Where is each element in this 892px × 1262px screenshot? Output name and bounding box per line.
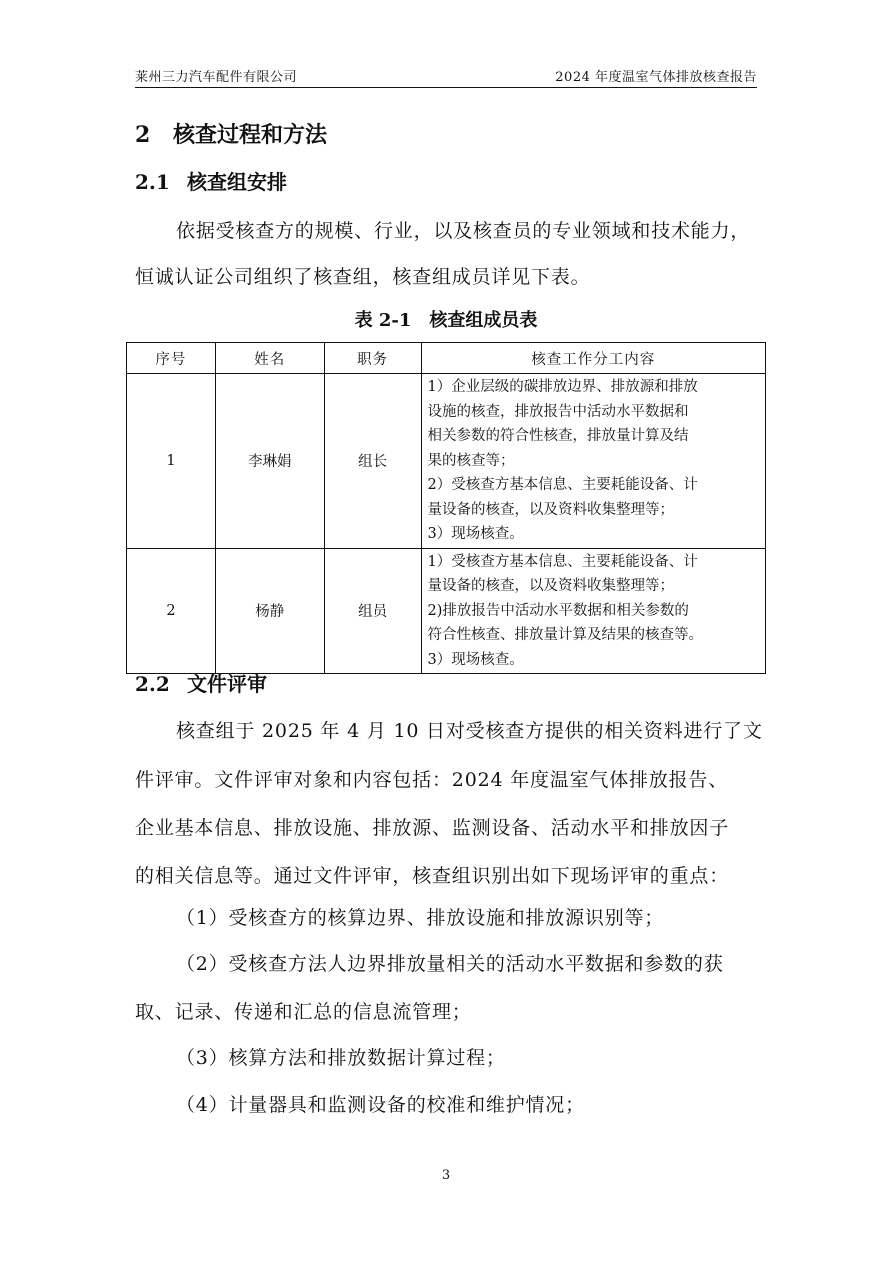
column-header-role: 职务 bbox=[324, 343, 421, 374]
column-header-duties: 核查工作分工内容 bbox=[421, 343, 765, 374]
cell-role: 组员 bbox=[324, 548, 421, 674]
header-divider bbox=[135, 87, 757, 88]
duty-line: 3）现场核查。 bbox=[427, 526, 524, 542]
paragraph-line: 依据受核查方的规模、行业，以及核查员的专业领域和技术能力， bbox=[176, 220, 751, 242]
duty-line: 1）受核查方基本信息、主要耗能设备、计 bbox=[427, 553, 698, 570]
section-title: 核查过程和方法 bbox=[173, 122, 328, 148]
paragraph-line: 核查组于 2025 年 4 月 10 日对受核查方提供的相关资料进行了文 bbox=[176, 720, 763, 742]
header-report-title: 2024 年度温室气体排放核查报告 bbox=[555, 70, 757, 85]
paragraph-line: 件评审。文件评审对象和内容包括：2024 年度温室气体排放报告、 bbox=[135, 769, 728, 791]
duty-line: 相关参数的符合性核查，排放量计算及结 bbox=[427, 428, 689, 444]
table-row bbox=[127, 374, 766, 549]
cell-no: 1 bbox=[127, 374, 216, 549]
duty-line: 设施的核查，排放报告中活动水平数据和 bbox=[427, 403, 689, 420]
section-number: 2 bbox=[135, 122, 151, 148]
cell-name: 杨静 bbox=[215, 548, 324, 674]
list-item: （3）核算方法和排放数据计算过程； bbox=[176, 1047, 506, 1069]
section-title: 文件评审 bbox=[187, 672, 267, 696]
section-2-1-heading bbox=[135, 166, 287, 195]
duty-line: 果的核查等； bbox=[427, 452, 515, 469]
column-header-name: 姓名 bbox=[215, 343, 324, 374]
duty-line: 量设备的核查，以及资料收集整理等； bbox=[427, 578, 675, 594]
duty-line: 3）现场核查。 bbox=[427, 651, 524, 668]
duty-line: 量设备的核查，以及资料收集整理等； bbox=[427, 501, 675, 518]
list-item: （1）受核查方的核算边界、排放设施和排放源识别等； bbox=[176, 907, 665, 929]
paragraph-line: 恒诚认证公司组织了核查组，核查组成员详见下表。 bbox=[135, 266, 591, 288]
page-header bbox=[135, 66, 757, 86]
cell-name: 李琳娟 bbox=[215, 374, 324, 549]
table-row bbox=[127, 548, 766, 674]
cell-duties bbox=[421, 548, 765, 674]
section-number: 2.2 bbox=[135, 672, 170, 696]
header-company: 莱州三力汽车配件有限公司 bbox=[135, 70, 298, 85]
list-item: （2）受核查方法人边界排放量相关的活动水平数据和参数的获 bbox=[176, 953, 724, 975]
section-number: 2.1 bbox=[135, 170, 170, 194]
list-item-continuation: 取、记录、传递和汇总的信息流管理； bbox=[135, 1001, 472, 1023]
duty-line: 2）受核查方基本信息、主要耗能设备、计 bbox=[427, 477, 698, 493]
cell-no: 2 bbox=[127, 548, 216, 674]
table-caption: 表 2-1 核查组成员表 bbox=[354, 310, 538, 331]
cell-duties bbox=[421, 374, 765, 549]
paragraph-line: 的相关信息等。通过文件评审，核查组识别出如下现场评审的重点： bbox=[135, 865, 730, 887]
team-members-table bbox=[126, 342, 766, 674]
section-2-2-heading bbox=[135, 668, 267, 697]
paragraph-line: 企业基本信息、排放设施、排放源、监测设备、活动水平和排放因子 bbox=[135, 817, 730, 839]
section-title: 核查组安排 bbox=[187, 170, 287, 194]
duty-line: 2)排放报告中活动水平数据和相关参数的 bbox=[427, 602, 689, 619]
list-item: （4）计量器具和监测设备的校准和维护情况； bbox=[176, 1094, 585, 1116]
table-header-row bbox=[127, 343, 766, 374]
section-2-heading bbox=[135, 118, 327, 149]
column-header-no: 序号 bbox=[127, 343, 216, 374]
page-number: 3 bbox=[441, 1168, 451, 1183]
duty-line: 1）企业层级的碳排放边界、排放源和排放 bbox=[427, 379, 698, 395]
cell-role: 组长 bbox=[324, 374, 421, 549]
duty-line: 符合性核查、排放量计算及结果的核查等。 bbox=[427, 627, 704, 643]
